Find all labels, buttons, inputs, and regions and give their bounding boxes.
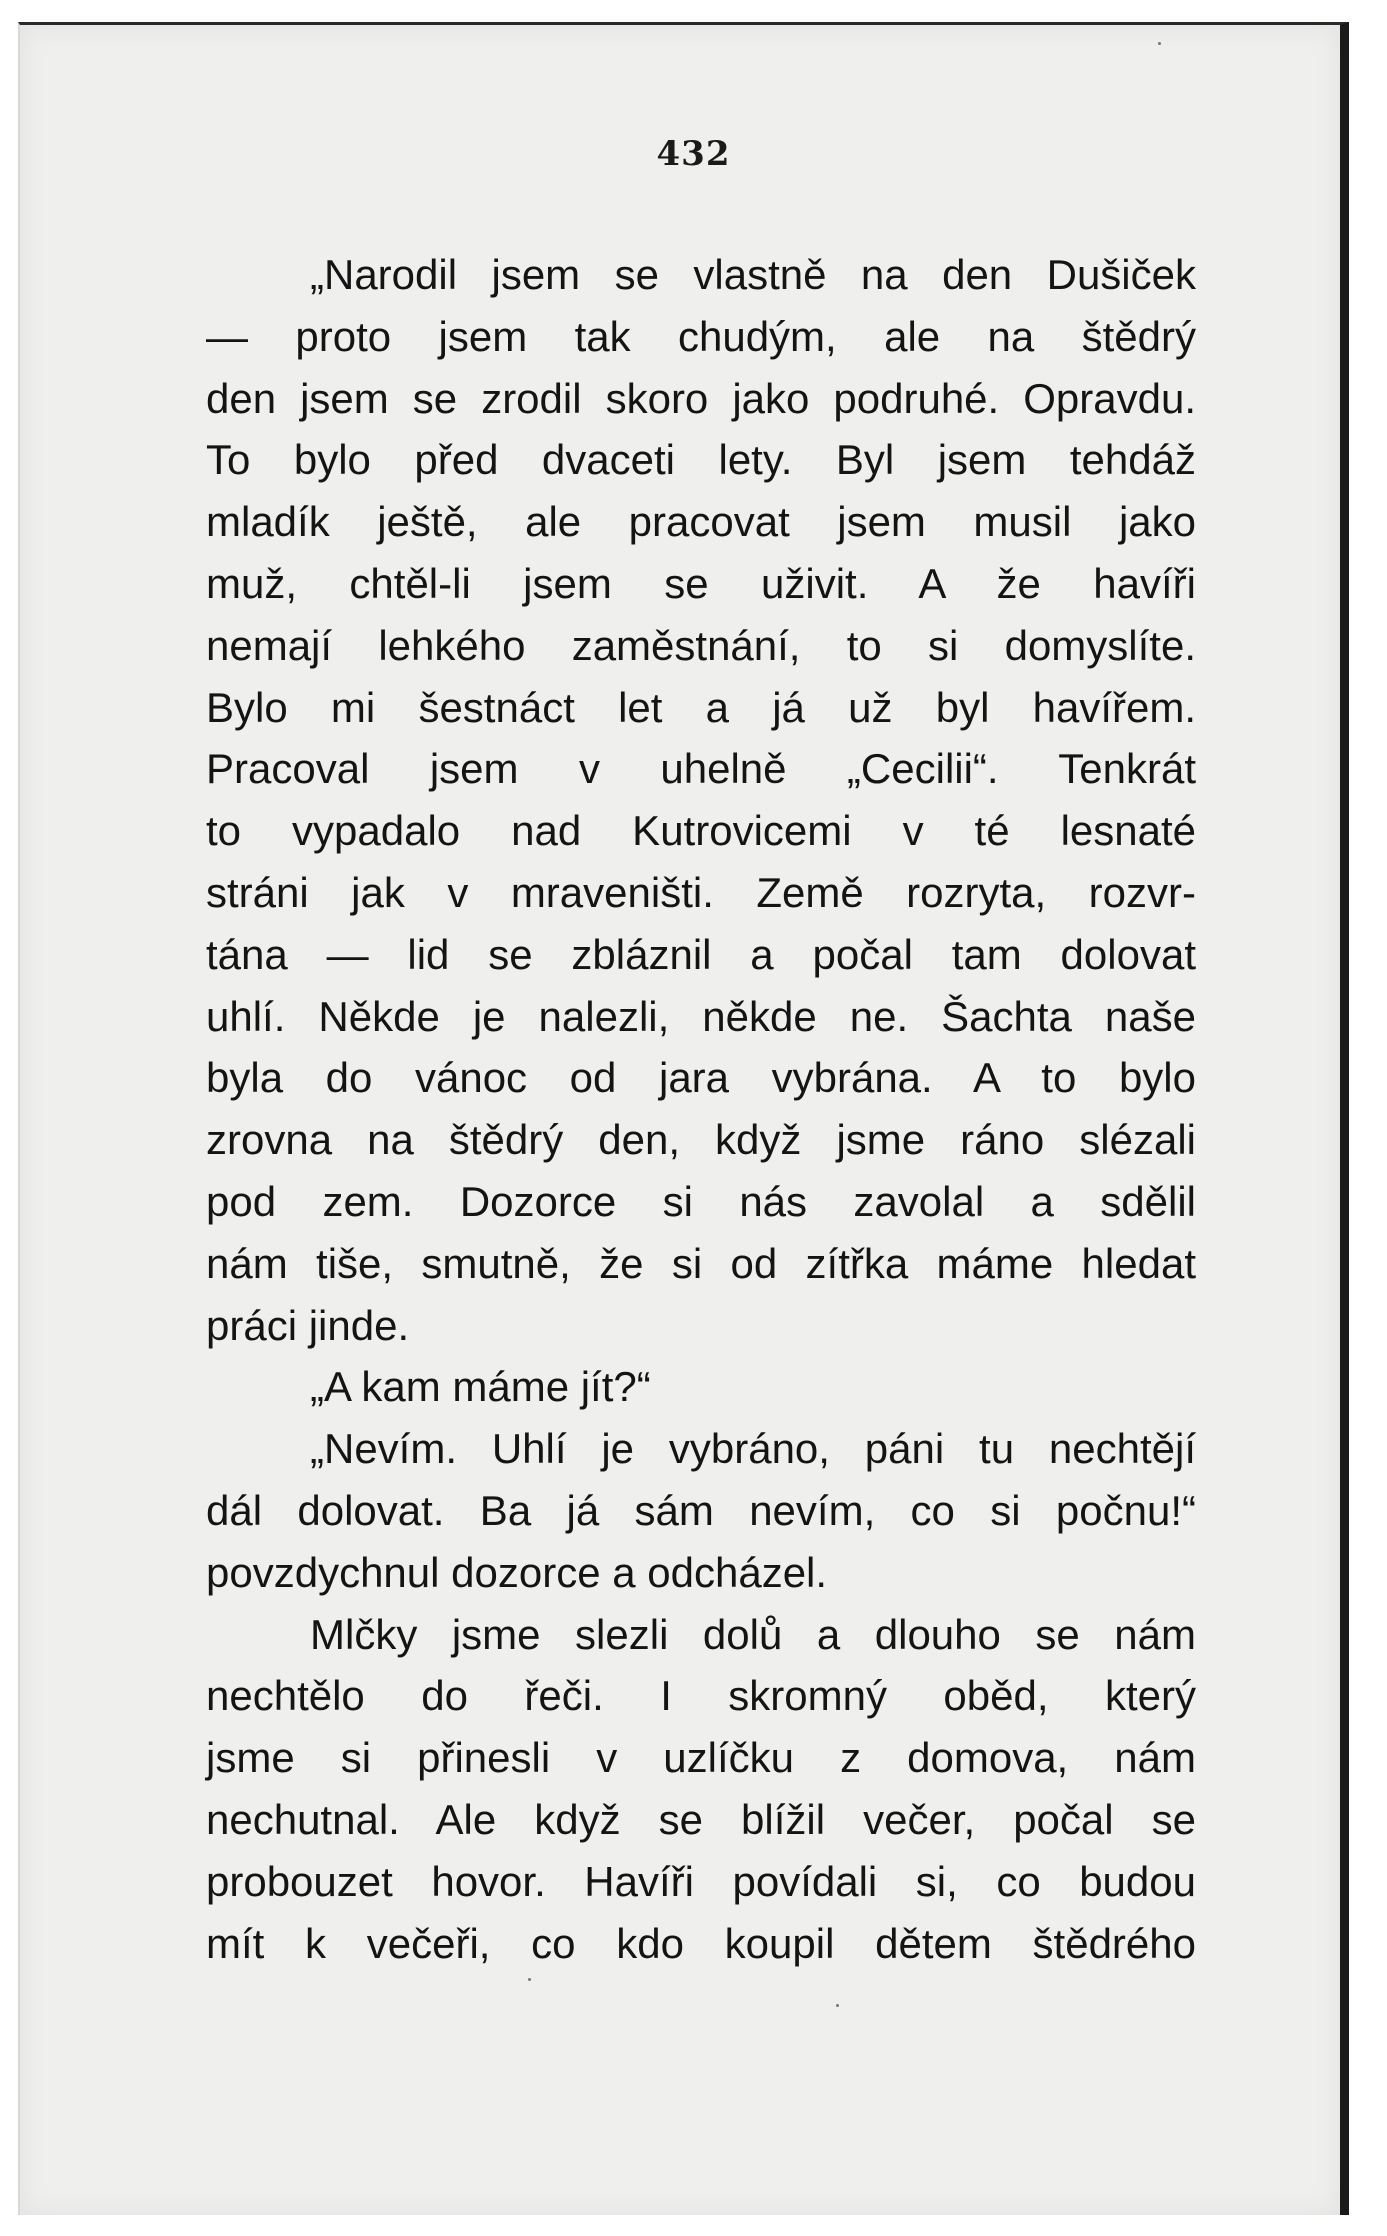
text-line: — proto jsem tak chudým, ale na štědrý — [206, 312, 1196, 360]
page-number: 432 — [656, 134, 731, 174]
text-line: povzdychnul dozorce a odcházel. — [206, 1548, 828, 1596]
text-line: mít k večeři, co kdo koupil dětem štědrého — [206, 1919, 1196, 1967]
paper-speck — [836, 2004, 839, 2007]
text-line: uhlí. Někde je nalezli, někde ne. Šachta naše — [206, 992, 1196, 1040]
body-text — [206, 244, 1196, 1974]
text-line: muž, chtěl-li jsem se uživit. A že havíři — [206, 559, 1196, 607]
text-line: Pracoval jsem v uhelně „Cecilii“. Tenkrát — [206, 745, 1196, 793]
text-line: nemají lehkého zaměstnání, to si domyslíte. — [206, 621, 1196, 669]
text-line: dál dolovat. Ba já sám nevím, co si počnu!“ — [206, 1486, 1196, 1534]
text-line: stráni jak v mraveništi. Země rozryta, rozvr- — [206, 868, 1196, 916]
text-line: „Narodil jsem se vlastně na den Dušiček — [310, 251, 1196, 298]
paper-speck — [1158, 42, 1161, 45]
text-line: nechutnal. Ale když se blížil večer, počal se — [206, 1795, 1196, 1843]
text-line: Mlčky jsme slezli dolů a dlouho se nám — [310, 1610, 1196, 1658]
text-line: jsme si přinesli v uzlíčku z domova, nám — [206, 1734, 1196, 1782]
paper-speck — [528, 1978, 531, 1981]
text-line: tána — lid se zbláznil a počal tam dolovat — [206, 930, 1196, 978]
text-line: nechtělo do řeči. I skromný oběd, který — [206, 1672, 1196, 1720]
text-line: nám tiše, smutně, že si od zítřka máme hledat — [206, 1239, 1196, 1287]
text-line: to vypadalo nad Kutrovicemi v té lesnaté — [206, 807, 1196, 855]
text-line: práci jinde. — [206, 1301, 410, 1349]
text-line: den jsem se zrodil skoro jako podruhé. Opravdu. — [206, 374, 1196, 422]
text-line: „A kam máme jít?“ — [310, 1363, 651, 1411]
text-line: zrovna na štědrý den, když jsme ráno slézali — [206, 1116, 1196, 1164]
text-line: „Nevím. Uhlí je vybráno, páni tu nechtějí — [310, 1425, 1196, 1473]
text-line: mladík ještě, ale pracovat jsem musil jako — [206, 498, 1196, 546]
text-line: byla do vánoc od jara vybrána. A to bylo — [206, 1054, 1196, 1102]
text-line: To bylo před dvaceti lety. Byl jsem tehdáž — [206, 436, 1196, 484]
text-line: Bylo mi šestnáct let a já už byl havířem. — [206, 683, 1196, 731]
text-line: probouzet hovor. Havíři povídali si, co budou — [206, 1857, 1196, 1905]
text-line: pod zem. Dozorce si nás zavolal a sdělil — [206, 1177, 1196, 1225]
